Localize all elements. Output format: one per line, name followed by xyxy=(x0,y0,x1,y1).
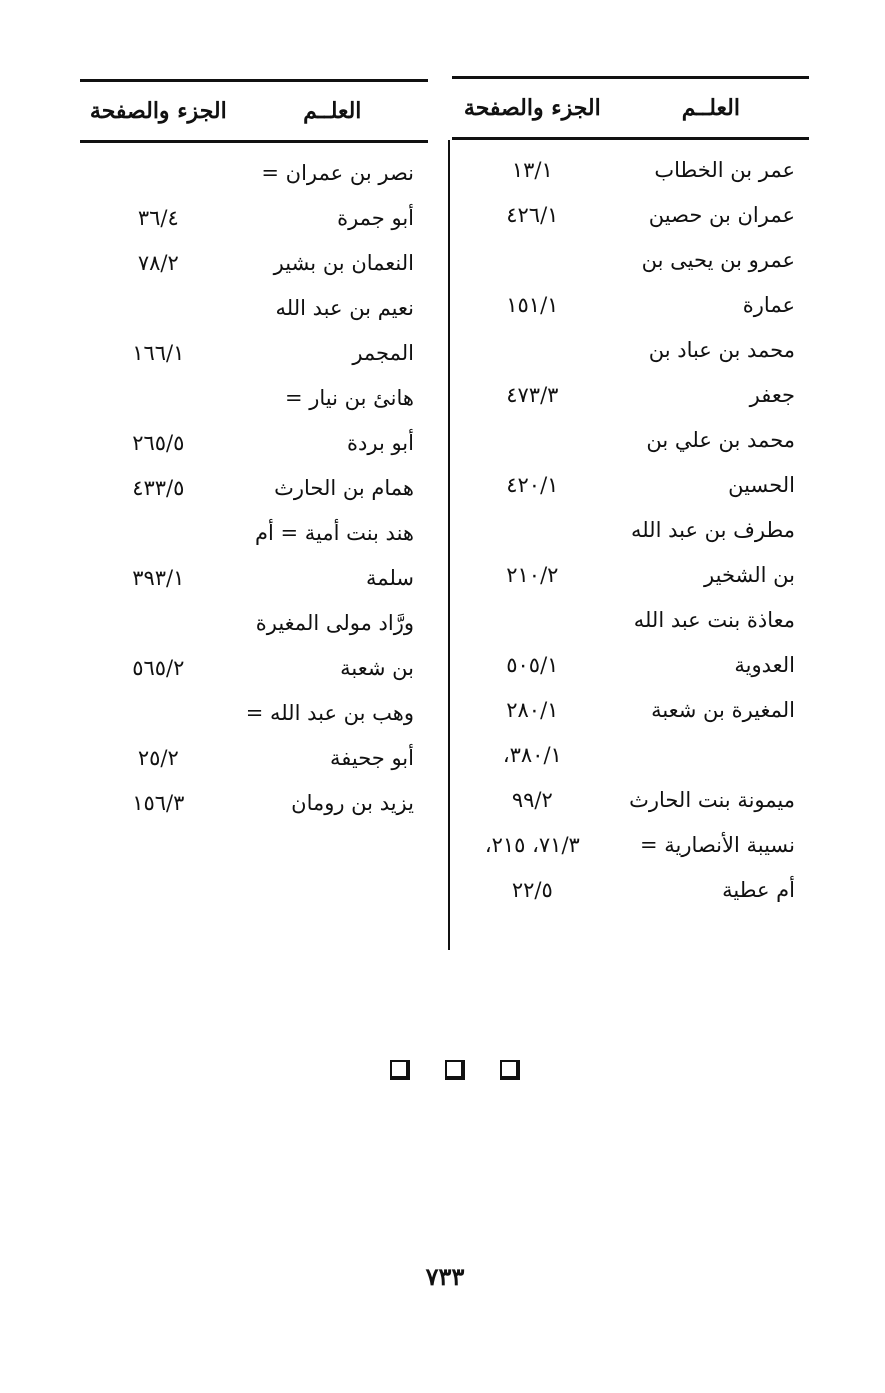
index-entry xyxy=(452,238,809,328)
entry-name xyxy=(237,691,428,781)
entry-name-line: بن شعبة xyxy=(340,656,414,680)
index-entry xyxy=(452,418,809,508)
index-rows xyxy=(452,140,809,913)
entry-name-line: عمرو بن يحيى بن xyxy=(641,248,795,272)
entry-ref: ٤٣٣/٥ xyxy=(132,476,185,500)
index-entry xyxy=(80,241,428,286)
entry-ref: ١٣/١ xyxy=(511,158,553,182)
entry-name-line: المجمر xyxy=(352,341,414,365)
index-entry xyxy=(80,466,428,511)
entry-name-line: المغيرة بن شعبة xyxy=(651,698,795,722)
index-entry xyxy=(452,148,809,193)
index-entry xyxy=(80,691,428,781)
entry-name-line: نعيم بن عبد الله xyxy=(275,296,414,320)
index-entry xyxy=(452,733,809,823)
entry-name-line: بن الشخير xyxy=(704,563,795,587)
entry-ref: ٤٢٠/١ xyxy=(506,473,559,497)
column-header xyxy=(80,82,428,140)
entry-name-line: وهب بن عبد الله = xyxy=(245,701,414,725)
entry-name-line: محمد بن عباد بن xyxy=(648,338,795,362)
entry-name xyxy=(613,238,809,328)
entry-name-line: جعفر xyxy=(749,383,795,407)
entry-name xyxy=(613,778,809,823)
entry-ref: ١٥١/١ xyxy=(506,293,559,317)
index-entry xyxy=(452,823,809,913)
end-ornament xyxy=(390,1060,520,1086)
entry-name-line: أبو بردة xyxy=(347,431,414,455)
index-entry xyxy=(80,376,428,466)
index-entry xyxy=(452,508,809,598)
entry-name-line: عمران بن حصين xyxy=(648,203,795,227)
index-entry xyxy=(80,511,428,601)
index-entry xyxy=(452,193,809,238)
entry-ref: ٣٦/٤ xyxy=(137,206,179,230)
entry-name xyxy=(613,328,809,418)
index-column-right xyxy=(452,76,809,913)
entry-ref: ١٦٦/١ xyxy=(132,341,185,365)
entry-name xyxy=(237,196,428,241)
entry-name xyxy=(237,601,428,691)
entry-ref: ٢٥/٢ xyxy=(137,746,179,770)
entry-name-line: العدوية xyxy=(734,653,795,677)
entry-name xyxy=(613,418,809,508)
index-entry xyxy=(452,328,809,418)
entry-name-line: عمارة xyxy=(742,293,795,317)
entry-ref: ٢١٠/٢ xyxy=(506,563,559,587)
entry-name-line: معاذة بنت عبد الله xyxy=(633,608,795,632)
header-ref: الجزء والصفحة xyxy=(463,95,601,121)
entry-name xyxy=(613,193,809,238)
index-entry xyxy=(452,598,809,688)
entry-ref xyxy=(452,823,613,913)
entry-name xyxy=(237,376,428,466)
entry-name-line: نصر بن عمران = xyxy=(261,161,414,185)
entry-name-line: نسيبة الأنصارية = xyxy=(640,833,795,857)
entry-name-line: أبو جحيفة xyxy=(330,746,414,770)
entry-ref: ٢٨٠/١ xyxy=(506,698,559,722)
entry-ref: ٧٨/٢ xyxy=(137,251,179,275)
column-header xyxy=(452,79,809,137)
entry-name-line: النعمان بن بشير xyxy=(273,251,414,275)
entry-ref-line: ٩٩/٢ xyxy=(511,788,553,812)
entry-ref: ٥٠٥/١ xyxy=(506,653,559,677)
entry-name-line: يزيد بن رومان xyxy=(291,791,414,815)
entry-name-line: ميمونة بنت الحارث xyxy=(629,788,795,812)
header-ref: الجزء والصفحة xyxy=(89,98,227,124)
index-entry xyxy=(80,196,428,241)
entry-name xyxy=(613,508,809,598)
entry-ref: ١٥٦/٣ xyxy=(132,791,185,815)
entry-name-line: أبو جمرة xyxy=(337,206,414,230)
page-number: ٧٣٣ xyxy=(425,1262,465,1291)
entry-name-line: عمر بن الخطاب xyxy=(654,158,795,182)
entry-ref xyxy=(452,733,613,823)
entry-name-line: مطرف بن عبد الله xyxy=(630,518,795,542)
index-entry xyxy=(80,781,428,826)
entry-name xyxy=(237,511,428,601)
entry-name-line: هند بنت أمية = أم xyxy=(254,521,414,545)
entry-ref: ٤٢٦/١ xyxy=(506,203,559,227)
entry-ref-line: ٧١/٣، ٢١٥، xyxy=(484,833,580,857)
entry-name xyxy=(613,148,809,193)
square-ornament-icon xyxy=(390,1060,410,1080)
index-column-left xyxy=(80,79,428,826)
entry-name-line: همام بن الحارث xyxy=(274,476,414,500)
entry-name xyxy=(613,823,809,913)
index-entry xyxy=(80,151,428,196)
index-entry xyxy=(452,688,809,733)
header-name: العلــم xyxy=(681,95,740,121)
entry-name xyxy=(237,286,428,376)
entry-name-line: ورَّاد مولى المغيرة xyxy=(255,611,414,635)
column-divider xyxy=(448,140,450,950)
entry-ref: ٤٧٣/٣ xyxy=(506,383,559,407)
index-rows xyxy=(80,143,428,826)
entry-ref-line: ٣٨٠/١، xyxy=(502,743,562,767)
entry-ref: ٥٦٥/٢ xyxy=(132,656,185,680)
entry-ref: ٢٦٥/٥ xyxy=(132,431,185,455)
entry-name xyxy=(237,781,428,826)
square-ornament-icon xyxy=(500,1060,520,1080)
entry-name xyxy=(237,241,428,286)
square-ornament-icon xyxy=(445,1060,465,1080)
entry-name xyxy=(613,598,809,688)
entry-name xyxy=(237,466,428,511)
entry-name-line: سلمة xyxy=(366,566,414,590)
index-entry xyxy=(80,601,428,691)
entry-ref-line: ٢٢/٥ xyxy=(511,878,553,902)
entry-name xyxy=(613,688,809,733)
entry-name-line: هانئ بن نيار = xyxy=(285,386,414,410)
entry-ref: ٣٩٣/١ xyxy=(132,566,185,590)
entry-name-line: محمد بن علي بن xyxy=(646,428,795,452)
entry-name xyxy=(237,151,428,196)
entry-name-line: الحسين xyxy=(728,473,795,497)
index-entry xyxy=(80,286,428,376)
entry-name-line: أم عطية xyxy=(722,878,795,902)
header-name: العلــم xyxy=(303,98,362,124)
